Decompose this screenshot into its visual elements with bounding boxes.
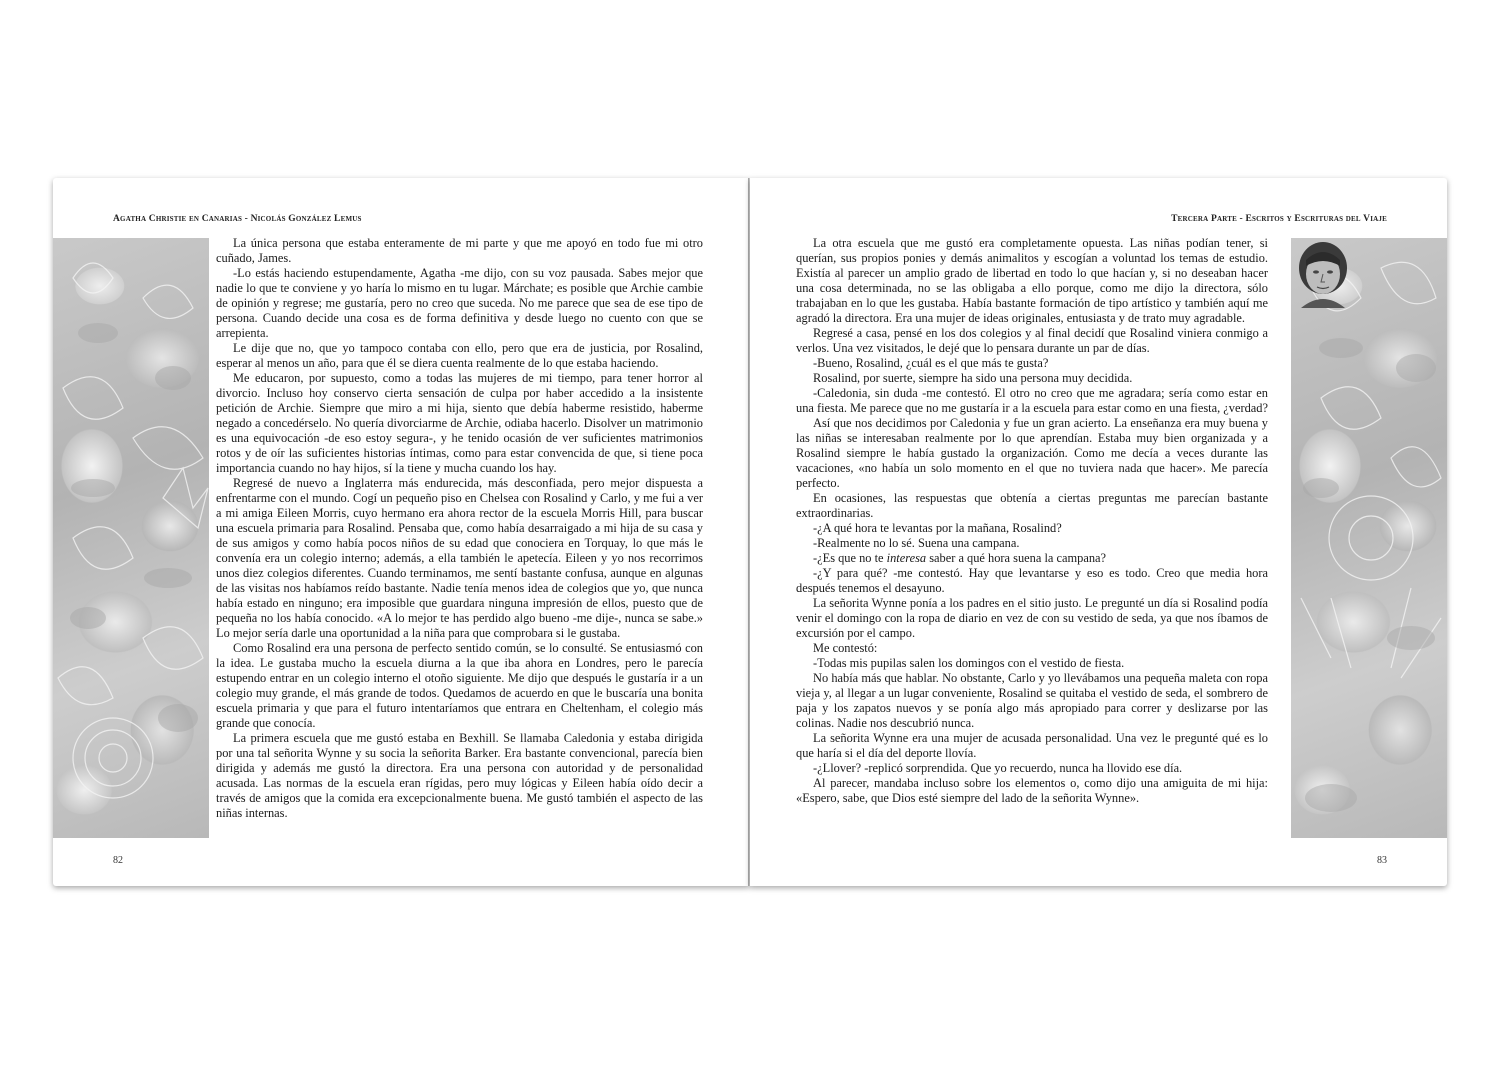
paragraph: Regresé de nuevo a Inglaterra más endurecida, más desconfiada, pero mejor dispuesta a enfrentarme con el mundo. Cogí un pequeño piso en Chelsea con Rosalind y Carlo, y me fui a ver a mi amiga Eileen Morris, cuyo hermano era ahora rector de la escuela Morris Hill, para buscar una escuela primaria para Rosalind. Pensaba que, como había desarraigado a mi hija de su casa y de sus amigos y como había pocos niños de su edad que conociera en Torquay, lo que más le convenía era un colegio interno; además, a ella también le apetecía. Eileen y yo nos recorrimos unos diez colegios diferentes. Cuando terminamos, me sentí bastante confusa, aunque en algunas de las visitas nos habíamos reído bastante. Nadie tenía menos idea de colegios que yo, que nunca había estado en ninguno; era imposible que guardara ninguna impresión de ellos, puesto que de pequeña no los había conocido. «A lo mejor te has perdido algo bueno -me dije-, nunca se sabe.» Lo mejor sería darle una oportunidad a la niña para que comprobara si le gustaba.	[216, 476, 703, 640]
paragraph: La otra escuela que me gustó era completamente opuesta. Las niñas podían tener, si querían, sus propios ponies y demás animalitos y escogían a voluntad los temas de estudio. Existía al parecer un amplio grado de libertad en todo lo que hacían y, si no deseaban hacer una cosa determinada, no se las obligaba a ello porque, como me dijo la directora, sólo trabajaban en lo que les gustaba. Había bastante formación de tipo artístico y también aquí me agradó la directora. Era una mujer de ideas originales, entusiasta y de trato muy agradable.	[796, 236, 1268, 325]
paragraph: -Lo estás haciendo estupendamente, Agatha -me dijo, con su voz pausada. Sabes mejor que nadie lo que te conviene y yo haría lo mismo en tu lugar. Márchate; es posible que Archie cambie de opinión y regrese; me gustaría, pero no creo que suceda. No me parece que sea de ese tipo de persona. Cuando decide una cosa es de forma definitiva y desde luego no cuento con que se arrepienta.	[216, 266, 703, 340]
running-head-right: Tercera Parte - Escritos y Escrituras del Viaje	[1171, 214, 1387, 224]
paragraph: -Caledonia, sin duda -me contestó. El otro no creo que me agradara; sería como estar en una fiesta. Me parece que no me gustaría ir a la escuela para estar como en una fiesta, ¿verdad?	[796, 386, 1268, 415]
paragraph: -¿A qué hora te levantas por la mañana, Rosalind?	[813, 521, 1062, 535]
paragraph: Le dije que no, que yo tampoco contaba con ello, pero que era de justicia, por Rosalind, esperar al menos un año, para que él se diera cuenta realmente de lo que estaba haciendo.	[216, 341, 703, 370]
paragraph: -Bueno, Rosalind, ¿cuál es el que más te gusta?	[813, 356, 1049, 370]
paragraph: La señorita Wynne era una mujer de acusada personalidad. Una vez le pregunté qué es lo que haría si el día del deporte llovía.	[796, 731, 1268, 760]
paragraph: -Todas mis pupilas salen los domingos con el vestido de fiesta.	[813, 656, 1125, 670]
paragraph: Regresé a casa, pensé en los dos colegios y al final decidí que Rosalind viniera conmigo a verlos. Una vez visitados, le dejé que lo pensara durante un par de días.	[796, 326, 1268, 355]
paragraph: En ocasiones, las respuestas que obtenía a ciertas preguntas me parecían bastante extraordinarias.	[796, 491, 1268, 520]
paragraph: Me contestó:	[813, 641, 878, 655]
paragraph: Rosalind, por suerte, siempre ha sido una persona muy decidida.	[813, 371, 1133, 385]
paragraph: Me educaron, por supuesto, como a todas las mujeres de mi tiempo, para tener horror al divorcio. Incluso hoy conservo cierta sensación de culpa por haber accedido a la insistente petición de Archie. Siempre que miro a mi hija, siento que debía haberme resistido, haberme negado a concedérselo. No quería divorciarme de Archie, odiaba hacerlo. Disolver un matrimonio es una equivocación -de eso estoy segura-, y he tenido ocasión de ver suficientes matrimonios rotos y de oír las suficientes historias íntimas, como para estar convencida de que, si tiene poca importancia cuando no hay hijos, sí la tiene y mucha cuando los hay.	[216, 371, 703, 475]
page-number-right: 83	[1377, 855, 1387, 866]
body-text-right	[796, 236, 1268, 806]
paragraph: -Realmente no lo sé. Suena una campana.	[813, 536, 1020, 550]
right-page	[750, 178, 1447, 886]
paragraph-with-emphasis: -¿Es que no te interesa saber a qué hora suena la campana?	[813, 551, 1107, 565]
paragraph: Así que nos decidimos por Caledonia y fue un gran acierto. La enseñanza era muy buena y las niñas se interesaban realmente por lo que aprendían. Estaba muy bien organizada y a Rosalind siempre le había gustado la organización. Como me decía a veces durante las vacaciones, «no había un solo momento en el que no tuviera nada que hacer». Me parecía perfecto.	[796, 416, 1268, 490]
emphasis-word: interesa	[886, 551, 927, 565]
floral-illustration-left	[53, 238, 209, 838]
paragraph: No había más que hablar. No obstante, Carlo y yo llevábamos una pequeña maleta con ropa vieja y, al llegar a un lugar conveniente, Rosalind se quitaba el vestido de seda, el sombrero de paja y los zapatos nuevos y se ponía algo más apropiado para correr y deslizarse por las colinas. Nadie nos descubrió nunca.	[796, 671, 1268, 730]
paragraph: Como Rosalind era una persona de perfecto sentido común, se lo consulté. Se entusiasmó con la idea. Le gustaba mucho la escuela diurna a la que iba ahora en Londres, pero le parecía estupendo entrar en un colegio interno el otoño siguiente. Me dijo que después le gustaría ir a un colegio muy grande, el más grande de todos. Quedamos de acuerdo en que le buscaría una bonita escuela primaria y que para el futuro intentaríamos que entrara en Cheltenham, el colegio más grande que conocía.	[216, 641, 703, 730]
floral-illustration-right	[1291, 238, 1447, 838]
paragraph: Al parecer, mandaba incluso sobre los elementos o, como dijo una amiguita de mi hija: «Espero, sabe, que Dios esté siempre del lado de la señorita Wynne».	[796, 776, 1268, 805]
paragraph: La señorita Wynne ponía a los padres en el sitio justo. Le pregunté un día si Rosalind podía venir el domingo con la ropa de diario en vez de con su vestido de seda, ya que nos íbamos de excursión por el campo.	[796, 596, 1268, 640]
floral-pattern-right	[1291, 238, 1447, 838]
portrait-photo	[1291, 238, 1355, 308]
page-number-left: 82	[113, 855, 123, 866]
running-head-left: Agatha Christie en Canarias - Nicolás González Lemus	[113, 214, 362, 224]
left-page	[53, 178, 749, 886]
floral-pattern-left	[53, 238, 209, 838]
paragraph: La primera escuela que me gustó estaba en Bexhill. Se llamaba Caledonia y estaba dirigida por una tal señorita Wynne y su socia la señorita Barker. Era bastante convencional, parecía bien dirigida y además me gustó la directora. Era una persona con autoridad y de personalidad acusada. Las normas de la escuela eran rígidas, pero muy lógicas y Eileen había oído decir a través de amigos que la comida era excepcionalmente buena. Me gustó también el aspecto de las niñas internas.	[216, 731, 703, 820]
paragraph: La única persona que estaba enteramente de mi parte y que me apoyó en todo fue mi otro cuñado, James.	[216, 236, 703, 265]
paragraph: -¿Y para qué? -me contestó. Hay que levantarse y eso es todo. Creo que media hora después tenemos el desayuno.	[796, 566, 1268, 595]
paragraph: -¿Llover? -replicó sorprendida. Que yo recuerdo, nunca ha llovido ese día.	[813, 761, 1183, 775]
body-text-left	[216, 236, 703, 821]
